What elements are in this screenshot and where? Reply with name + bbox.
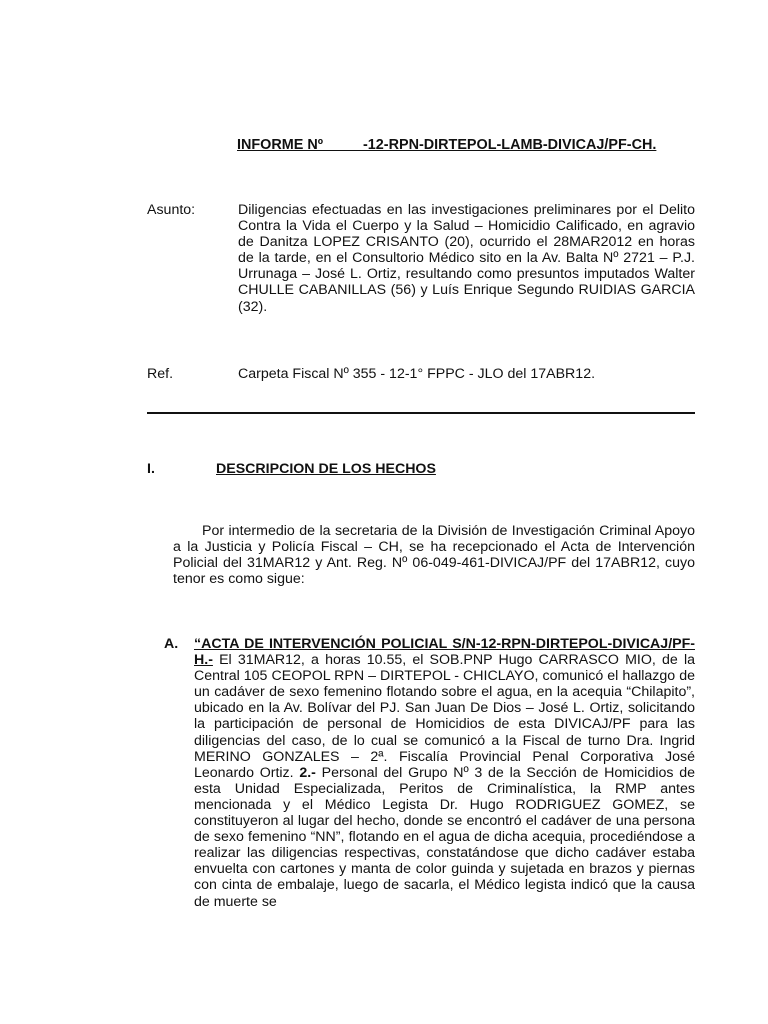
asunto-label: Asunto: bbox=[147, 202, 196, 218]
intro-paragraph: Por intermedio de la secretaria de la División de Investigación Criminal Apoyo a la Justicia y Policía Fiscal – CH, se ha recepcionado el Acta de Intervención Policial del 31MAR12 y Ant. Reg. Nº 06-049-461-DIVICAJ/PF del 17ABR12, cuyo tenor es como sigue: bbox=[173, 523, 695, 588]
asunto-text: Diligencias efectuadas en las investigaciones preliminares por el Delito Contra la Vida el Cuerpo y la Salud – Homicidio Calificado, en agravio de Danitza LOPEZ CRISANTO (20), ocurrido el 28MAR2012 en horas de la tarde, en el Consultorio Médico sito en la Av. Balta Nº 2721 – P.J. Urrunaga – José L. Ortiz, resultando como presuntos imputados Walter CHULLE CABANILLAS (56) y Luís Enrique Segundo RUIDIAS GARCIA (32). bbox=[238, 202, 695, 315]
ref-text: Carpeta Fiscal Nº 355 - 12-1° FPPC - JLO del 17ABR12. bbox=[238, 366, 596, 382]
section-title: DESCRIPCION DE LOS HECHOS bbox=[216, 461, 436, 477]
item-a-text-part2: Personal del Grupo Nº 3 de la Sección de Homicidios de esta Unidad Especializada, Peritos de Criminalística, la RMP antes mencionada y el Médico Legista Dr. Hugo RODRIGUEZ GOMEZ, se constituyeron al lugar del hecho, donde se encontró el cadáver de una persona de sexo femenino “NN”, flotando en el agua de dicha acequia, procediéndose a realizar las diligencias respectivas, constatándose que dicho cadáver estaba envuelta con cartones y manta de color guinda y sujetada en brazos y piernas con cinta de embalaje, luego de sacarla, el Médico legista indicó que la causa de muerte se bbox=[194, 764, 695, 910]
item-a-text-part1: El 31MAR12, a horas 10.55, el SOB.PNP Hugo CARRASCO MIO, de la Central 105 CEOPOL RPN – DIRTEPOL - CHICLAYO, comunicó el hallazgo de un cadáver de sexo femenino flotando sobre el agua, en la acequia “Chilapito”, ubicado en la Av. Bolívar del PJ. San Juan De Dios – José L. Ortiz, solicitando la participación de personal de Homicidios de esta DIVICAJ/PF para las diligencias del caso, de lo cual se comunicó a la Fiscal de turno Dra. Ingrid MERINO GONZALES – 2ª. Fiscalía Provincial Penal Corporativa José Leonardo Ortiz. bbox=[194, 652, 695, 781]
section-number: I. bbox=[147, 461, 155, 477]
separator-line bbox=[147, 412, 695, 414]
report-title: INFORME Nº -12-RPN-DIRTEPOL-LAMB-DIVICAJ/PF-CH. bbox=[237, 137, 657, 153]
ref-label: Ref. bbox=[147, 366, 174, 382]
item-a-heading: “ACTA DE INTERVENCIÓN POLICIAL S/N-12-RPN-DIRTEPOL-DIVICAJ/PF-H.- bbox=[194, 636, 695, 669]
item-letter: A. bbox=[164, 636, 179, 652]
item-a-paragraph bbox=[194, 636, 695, 910]
item-a-marker-2: 2.- bbox=[299, 764, 316, 781]
